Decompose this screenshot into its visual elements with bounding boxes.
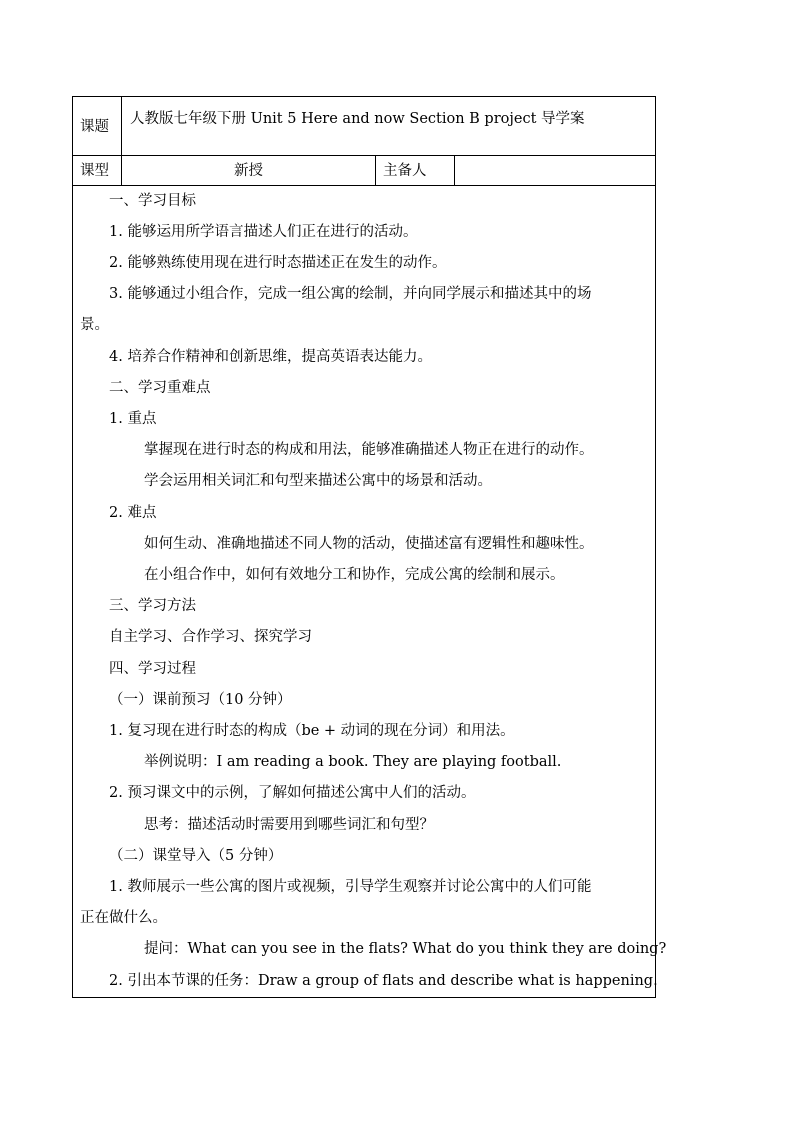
- type-label: 课型: [73, 156, 122, 185]
- heading-methods: 三、学习方法: [109, 598, 196, 614]
- preparer-value: [455, 156, 655, 185]
- objective-4: 4. 培养合作精神和创新思维，提高英语表达能力。: [109, 349, 432, 365]
- key-points-label: 1. 重点: [109, 411, 157, 427]
- key-point-1: 掌握现在进行时态的构成和用法，能够准确描述人物正在进行的动作。: [144, 442, 594, 458]
- preview-example: 举例说明：I am reading a book. They are playing football.: [144, 754, 562, 770]
- preview-heading: （一）课前预习（10 分钟）: [109, 692, 292, 708]
- preview-step-2: 2. 预习课文中的示例，了解如何描述公寓中人们的活动。: [109, 785, 476, 801]
- title-row: [73, 97, 655, 156]
- difficult-point-1: 如何生动、准确地描述不同人物的活动，使描述富有逻辑性和趣味性。: [144, 536, 594, 552]
- lead-in-question: 提问：What can you see in the flats? What do you think they are doing?: [144, 941, 667, 957]
- preview-question: 思考：描述活动时需要用到哪些词汇和句型？: [144, 817, 434, 833]
- key-point-2: 学会运用相关词汇和句型来描述公寓中的场景和活动。: [144, 473, 492, 489]
- title-label: 课题: [73, 97, 122, 155]
- lead-in-step-2: 2. 引出本节课的任务：Draw a group of flats and describe what is happening.: [109, 973, 658, 989]
- type-row: [73, 156, 655, 186]
- content-row: [73, 186, 667, 997]
- objective-3: 3. 能够通过小组合作，完成一组公寓的绘制，并向同学展示和描述其中的场: [109, 286, 592, 302]
- heading-key-points: 二、学习重难点: [109, 380, 211, 396]
- content-body: [73, 186, 667, 997]
- difficult-point-2: 在小组合作中，如何有效地分工和协作，完成公寓的绘制和展示。: [144, 567, 565, 583]
- lesson-plan-table: [72, 96, 667, 998]
- preparer-label: 主备人: [376, 156, 455, 185]
- heading-objectives: 一、学习目标: [109, 193, 196, 209]
- methods-text: 自主学习、合作学习、探究学习: [109, 629, 312, 645]
- difficult-points-label: 2. 难点: [109, 505, 157, 521]
- heading-process: 四、学习过程: [109, 661, 196, 677]
- type-value: 新授: [122, 156, 376, 185]
- title-value: 人教版七年级下册 Unit 5 Here and now Section B project 导学案: [130, 111, 585, 127]
- objective-1: 1. 能够运用所学语言描述人们正在进行的活动。: [109, 224, 418, 240]
- lead-in-step-1-continued: 正在做什么。: [80, 910, 167, 926]
- objective-2: 2. 能够熟练使用现在进行时态描述正在发生的动作。: [109, 255, 447, 271]
- preview-step-1: 1. 复习现在进行时态的构成（be + 动词的现在分词）和用法。: [109, 723, 515, 739]
- lead-in-heading: （二）课堂导入（5 分钟）: [109, 848, 283, 864]
- lead-in-step-1: 1. 教师展示一些公寓的图片或视频，引导学生观察并讨论公寓中的人们可能: [109, 879, 592, 895]
- objective-3-continued: 景。: [80, 317, 109, 333]
